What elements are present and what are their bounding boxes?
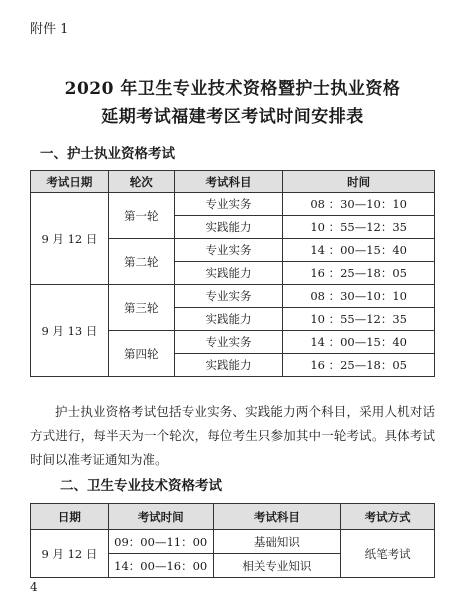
section2-heading: 二、卫生专业技术资格考试 (60, 478, 222, 494)
time-cell: 08 ：30—10：10 (283, 285, 435, 308)
subject-cell: 相关专业知识 (213, 554, 341, 578)
subject-cell: 专业实务 (174, 285, 283, 308)
column-header-date: 考试日期 (31, 171, 109, 193)
subject-cell: 实践能力 (174, 308, 283, 331)
subject-cell: 实践能力 (174, 354, 283, 377)
time-cell: 08 ：30—10：10 (283, 193, 435, 216)
page-number: 4 (30, 580, 38, 594)
column-header-subject: 考试科目 (174, 171, 283, 193)
round-cell: 第三轮 (108, 285, 174, 331)
nurse-exam-note (30, 400, 435, 472)
document-title-line1: 2020 年卫生专业技术资格暨护士执业资格 (64, 79, 401, 99)
attachment-label: 附件 1 (30, 22, 69, 37)
round-cell: 第二轮 (108, 239, 174, 285)
time-cell: 16 ：25—18：05 (283, 262, 435, 285)
exam-method-cell: 纸笔考试 (341, 530, 435, 578)
document-title-line2: 延期考试福建考区考试时间安排表 (101, 107, 364, 127)
round-cell: 第一轮 (108, 193, 174, 239)
subject-cell: 专业实务 (174, 331, 283, 354)
table-row (31, 285, 435, 308)
time-cell: 14 ：00—15：40 (283, 239, 435, 262)
table-header-row (31, 171, 435, 193)
exam-date-cell: 9 月 12 日 (31, 530, 109, 578)
time-cell: 14：00—16：00 (108, 554, 213, 578)
exam-date-cell: 9 月 13 日 (31, 285, 109, 377)
subject-cell: 基础知识 (213, 530, 341, 554)
column-header-date: 日期 (31, 504, 109, 530)
note-paragraph: 护士执业资格考试包括专业实务、实践能力两个科目，采用人机对话方式进行，每半天为一个轮次，每位考生只参加其中一轮考试。具体考试时间以准考证通知为准。 (30, 404, 435, 467)
subject-cell: 专业实务 (174, 193, 283, 216)
exam-date-cell: 9 月 12 日 (31, 193, 109, 285)
column-header-round: 轮次 (108, 171, 174, 193)
table-row (31, 193, 435, 216)
round-cell: 第四轮 (108, 331, 174, 377)
time-cell: 10 ：55—12：35 (283, 308, 435, 331)
time-cell: 09：00—11：00 (108, 530, 213, 554)
column-header-time: 时间 (283, 171, 435, 193)
nurse-exam-schedule-table (30, 170, 435, 377)
column-header-exam-time: 考试时间 (108, 504, 213, 530)
professional-exam-schedule-table (30, 503, 435, 578)
table-header-row (31, 504, 435, 530)
time-cell: 14 ：00—15：40 (283, 331, 435, 354)
subject-cell: 实践能力 (174, 262, 283, 285)
column-header-method: 考试方式 (341, 504, 435, 530)
time-cell: 10 ：55—12：35 (283, 216, 435, 239)
time-cell: 16 ：25—18：05 (283, 354, 435, 377)
subject-cell: 专业实务 (174, 239, 283, 262)
subject-cell: 实践能力 (174, 216, 283, 239)
table-row (31, 530, 435, 554)
column-header-subject: 考试科目 (213, 504, 341, 530)
section1-heading: 一、护士执业资格考试 (40, 146, 175, 162)
